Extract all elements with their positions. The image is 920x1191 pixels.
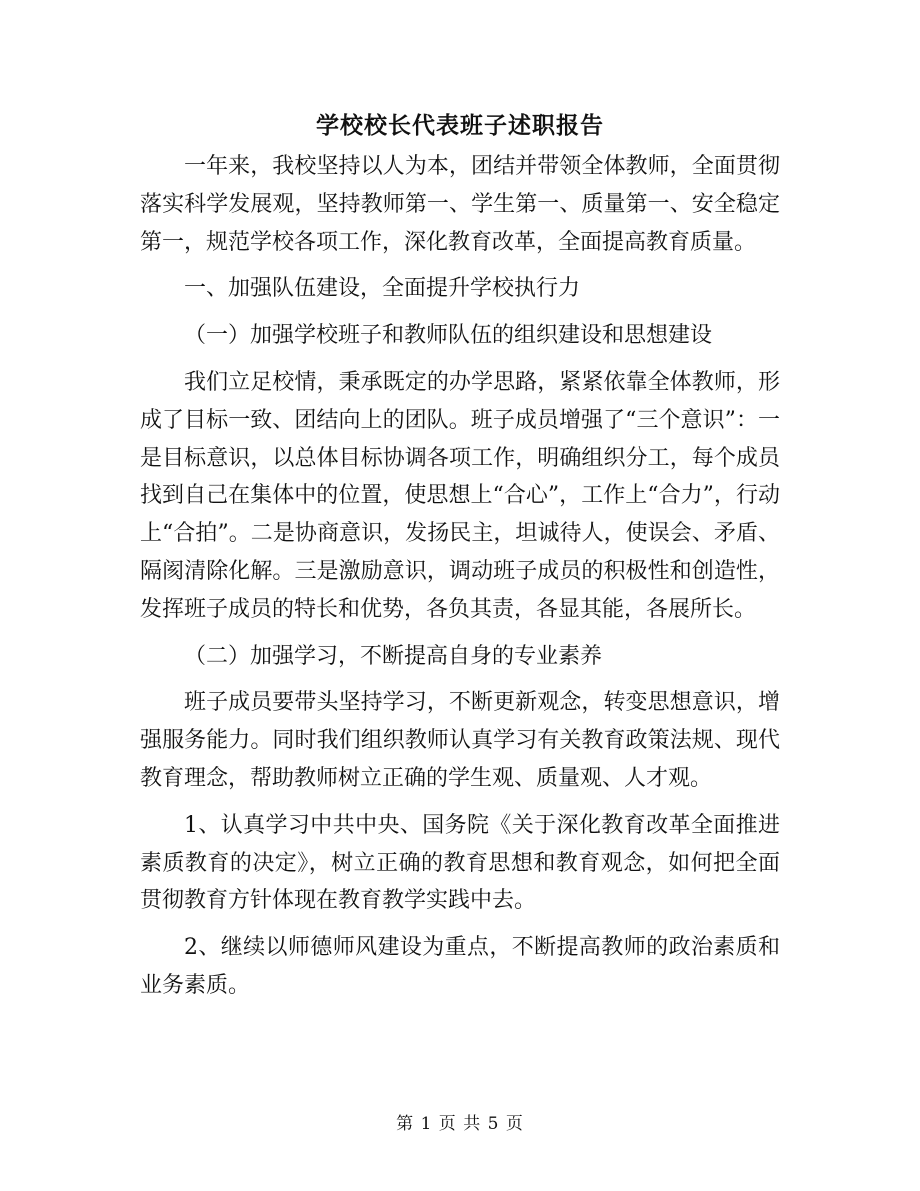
paragraph-study: 班子成员要带头坚持学习，不断更新观念，转变思想意识，增强服务能力。同时我们组织教师认真学习有关教育政策法规、现代教育理念，帮助教师树立正确的学生观、质量观、人才观。 <box>140 690 780 791</box>
document-body <box>140 148 780 1005</box>
paragraph-team: 我们立足校情，秉承既定的办学思路，紧紧依靠全体教师，形成了目标一致、团结向上的团队。班子成员增强了“三个意识”：一是目标意识，以总体目标协调各项工作，明确组织分工，每个成员找到自己在集体中的位置，使思想上“合心”，工作上“合力”，行动上“合拍”。二是协商意识，发扬民主，坦诚待人，使误会、矛盾、隔阂清除化解。三是激励意识，调动班子成员的积极性和创造性，发挥班子成员的特长和优势，各负其责，各显其能，各展所长。 <box>140 369 780 622</box>
document-title: 学校校长代表班子述职报告 <box>316 112 604 139</box>
section-heading-1: 一、加强队伍建设，全面提升学校执行力 <box>184 276 581 302</box>
paragraph-intro: 一年来，我校坚持以人为本，团结并带领全体教师，全面贯彻落实科学发展观，坚持教师第一、学生第一、质量第一、安全稳定第一，规范学校各项工作，深化教育改革，全面提高教育质量。 <box>140 154 780 255</box>
list-item-2: 2、继续以师德师风建设为重点，不断提高教师的政治素质和业务素质。 <box>140 935 780 998</box>
subsection-heading-2: （二）加强学习，不断提高自身的专业素养 <box>184 643 603 669</box>
subsection-heading-1: （一）加强学校班子和教师队伍的组织建设和思想建设 <box>184 323 713 349</box>
list-item-1: 1、认真学习中共中央、国务院《关于深化教育改革全面推进素质教育的决定》，树立正确的教育思想和教育观念，如何把全面贯彻教育方针体现在教育教学实践中去。 <box>140 812 780 914</box>
page-number: 第 1 页 共 5 页 <box>396 1114 524 1134</box>
